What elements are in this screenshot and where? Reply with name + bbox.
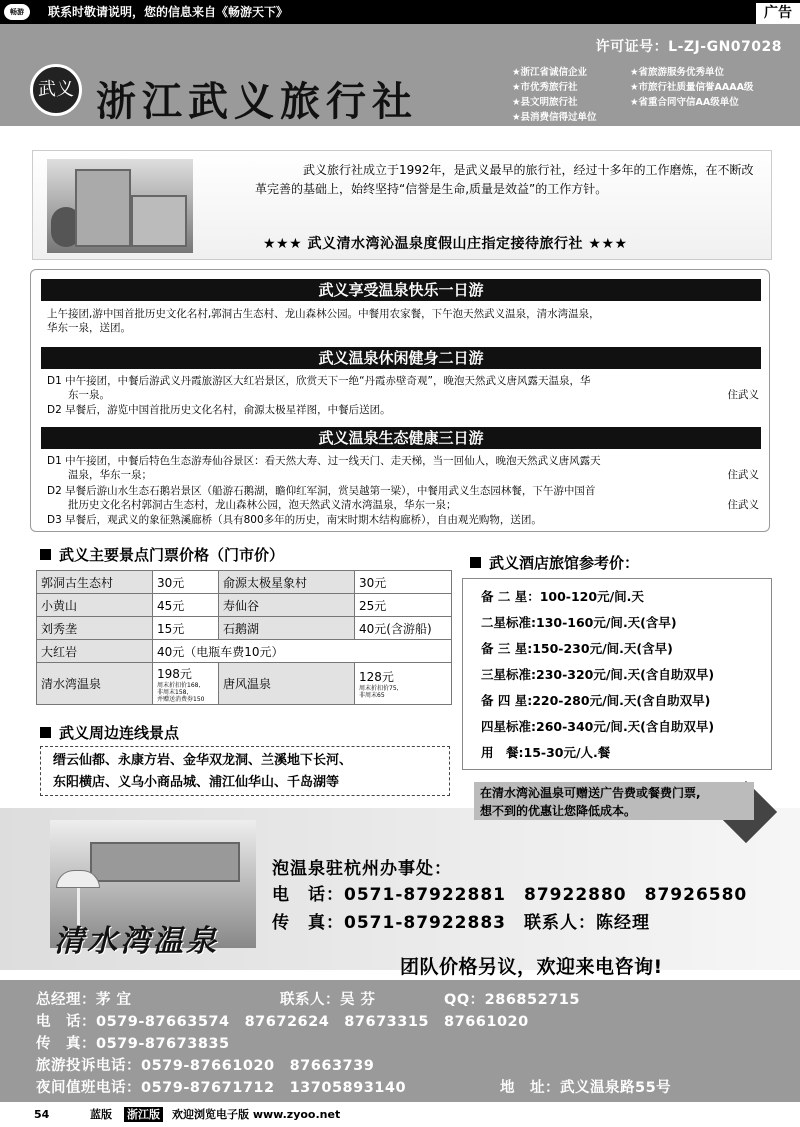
tour-line: D2 早餐后，游览中国首批历史文化名村，俞源太极星祥图，中餐后送团。 — [47, 404, 391, 416]
intro-panel — [32, 150, 772, 260]
hotel-price-item: 备 四 星:220-280元/间.天(含自助双早) — [481, 693, 711, 708]
table-cell: 198元 周末折扣价168, 非周末158, 并赠送消费券150 — [153, 663, 219, 705]
table-cell: 45元 — [153, 594, 219, 617]
building-shape — [131, 195, 187, 247]
table-cell: 寿仙谷 — [219, 594, 355, 617]
table-row — [37, 571, 452, 594]
nearby-routes-box — [40, 746, 450, 796]
honor-item: ★县消费信得过单位 — [512, 112, 597, 123]
table-cell: 30元 — [355, 571, 452, 594]
address-line: 地 址：武义温泉路55号 — [500, 1080, 672, 1096]
agency-name: 浙江武义旅行社 — [96, 78, 418, 125]
tour-line: D1 中午接团，中餐后游武义丹霞旅游区大红岩景区，欣赏天下一绝“丹霞赤壁奇观”，晚泡天然武义唐风露天温泉，华 — [47, 375, 591, 387]
table-cell: 俞源太极星象村 — [219, 571, 355, 594]
stay-note: 住武义 — [727, 469, 759, 481]
honor-item: ★省重合同守信AA级单位 — [630, 97, 739, 108]
intro-text: 武义旅行社成立于1992年，是武义最早的旅行社，经过十多年的工作磨炼，在不断改革完善的基础上，始终坚持“信誉是生命,质量是效益”的工作方针。 — [255, 163, 754, 196]
table-row — [37, 640, 452, 663]
complaint-line: 旅游投诉电话：0579-87661020 87663739 — [36, 1058, 375, 1074]
table-cell: 40元（电瓶车费10元） — [153, 640, 452, 663]
office-fax: 传 真：0571-87922883 联系人：陈经理 — [272, 913, 650, 933]
source-notice: 联系时敬请说明，您的信息来自《畅游天下》 — [48, 5, 289, 19]
tour-packages — [30, 269, 770, 532]
office-title: 泡温泉驻杭州办事处： — [272, 859, 452, 879]
tour-line: 上午接团,游中国首批历史文化名村,郭洞古生态村、龙山森林公园。中餐用农家餐，下午泡天然武义温泉，清水湾温泉， — [47, 308, 600, 320]
tour-line: 批历史文化名村郭洞古生态村，龙山森林公园，泡天然武义清水湾温泉，华东一泉； 住武义 — [47, 499, 759, 511]
hotel-price-item: 三星标准:230-320元/间.天(含自助双早) — [481, 667, 715, 682]
tour-line: D2 早餐后游山水生态石鹅岩景区（船游石鹅湖，瞻仰红军洞，赏吴越第一梁），中餐用武义生态园林餐，下午游中国首 — [47, 485, 596, 497]
night-duty-line: 夜间值班电话：0579-87671712 13705893140 — [36, 1080, 407, 1096]
designated-agency-slogan: ★★★ 武义清水湾沁温泉度假山庄指定接待旅行社 ★★★ — [263, 236, 628, 252]
hotel-price-item: 备 三 星:150-230元/间.天(含早) — [481, 641, 673, 656]
agency-contact-footer — [0, 980, 800, 1102]
table-row — [37, 663, 452, 705]
routes-line: 东阳横店、义乌小商品城、浦江仙华山、千岛湖等 — [53, 775, 340, 790]
tour-line: 华东一泉，送团。 — [47, 322, 131, 334]
table-cell: 小黄山 — [37, 594, 153, 617]
tour-title: 武义温泉生态健康三日游 — [41, 427, 761, 449]
table-cell: 唐风温泉 — [219, 663, 355, 705]
table-cell: 40元(含游船) — [355, 617, 452, 640]
spa-calligraphy-name: 清水湾温泉 — [54, 924, 219, 959]
tour-line: 东一泉。 住武义 — [47, 389, 759, 401]
honor-item: ★省旅游服务优秀单位 — [630, 67, 725, 78]
hotel-price-item: 备 二 星：100-120元/间.天 — [481, 589, 644, 604]
honor-item: ★市优秀旅行社 — [512, 82, 578, 93]
region-badge: 浙江版 — [124, 1107, 163, 1122]
top-bar — [0, 0, 800, 24]
phone-line: 电 话：0579-87663574 87672624 87673315 87661020 — [36, 1014, 529, 1030]
contact-line: 联系人：吴 芬 — [280, 992, 376, 1008]
office-phone: 电 话：0571-87922881 87922880 87926580 — [272, 885, 748, 905]
table-cell: 清水湾温泉 — [37, 663, 153, 705]
table-row — [37, 617, 452, 640]
building-shape — [90, 842, 240, 882]
hotel-price-item: 用 餐:15-30元/人.餐 — [481, 745, 611, 760]
agency-seal-icon: 武义 — [30, 64, 82, 116]
qq-line: QQ：286852715 — [444, 992, 580, 1008]
team-price-note: 团队价格另议，欢迎来电咨询! — [400, 956, 663, 978]
ad-label: 广告 — [756, 3, 800, 24]
table-cell: 郭洞古生态村 — [37, 571, 153, 594]
office-building-photo — [47, 159, 193, 253]
website-link[interactable]: 欢迎浏览电子版 www.zyoo.net — [172, 1102, 360, 1127]
stay-note: 住武义 — [727, 389, 759, 401]
hotels-heading: 武义酒店旅馆参考价： — [470, 552, 639, 573]
promo-banner: 在清水湾沁温泉可赠送广告费或餐费门票, 想不到的优惠让您降低成本。 — [474, 782, 754, 820]
tour-line: D1 中午接团，中餐后特色生态游寿仙谷景区：看天然大寿、过一线天门、走天梯，当一回仙人，晚泡天然武义唐风露天 — [47, 455, 601, 467]
hotel-price-item: 二星标准:130-160元/间.天(含早) — [481, 615, 677, 630]
honor-item: ★浙江省诚信企业 — [512, 67, 588, 78]
manager-line: 总经理：茅 宜 — [36, 992, 132, 1008]
table-cell: 25元 — [355, 594, 452, 617]
honor-item: ★县文明旅行社 — [512, 97, 578, 108]
page-footer — [0, 1102, 800, 1127]
building-shape — [75, 169, 131, 247]
tour-title: 武义享受温泉快乐一日游 — [41, 279, 761, 301]
hotel-price-item: 四星标准:260-340元/间.天(含自助双早) — [481, 719, 715, 734]
table-row — [37, 594, 452, 617]
hotel-price-box — [462, 578, 772, 770]
agency-header — [0, 24, 800, 126]
table-cell: 大红岩 — [37, 640, 153, 663]
table-cell: 128元 周末折扣价75, 非周末65 — [355, 663, 452, 705]
stay-note: 住武义 — [727, 499, 759, 511]
hangzhou-office-section — [0, 808, 800, 970]
routes-heading: 武义周边连线景点 — [40, 722, 179, 743]
table-cell: 15元 — [153, 617, 219, 640]
honors-list — [512, 64, 797, 123]
table-cell: 刘秀垄 — [37, 617, 153, 640]
ticket-price-table — [36, 570, 452, 705]
magazine-logo: 畅游 — [4, 4, 30, 20]
tickets-heading: 武义主要景点门票价格（门市价） — [40, 544, 284, 565]
honor-item: ★市旅行社质量信誉AAAA级 — [630, 82, 754, 93]
table-cell: 石鹅湖 — [219, 617, 355, 640]
page-number: 54 — [34, 1108, 50, 1121]
edition-label: 蓝版 — [90, 1108, 112, 1121]
tour-title: 武义温泉休闲健身二日游 — [41, 347, 761, 369]
license-number: 许可证号：L-ZJ-GN07028 — [595, 39, 782, 55]
tour-line: D3 早餐后，观武义的象征熟溪廊桥（具有800多年的历史，南宋时期木结构廊桥），自由观光购物，送团。 — [47, 514, 542, 526]
routes-line: 缙云仙都、永康方岩、金华双龙洞、兰溪地下长河、 — [53, 753, 353, 768]
tour-line: 温泉，华东一泉； 住武义 — [47, 469, 759, 481]
fax-line: 传 真：0579-87673835 — [36, 1036, 230, 1052]
table-cell: 30元 — [153, 571, 219, 594]
